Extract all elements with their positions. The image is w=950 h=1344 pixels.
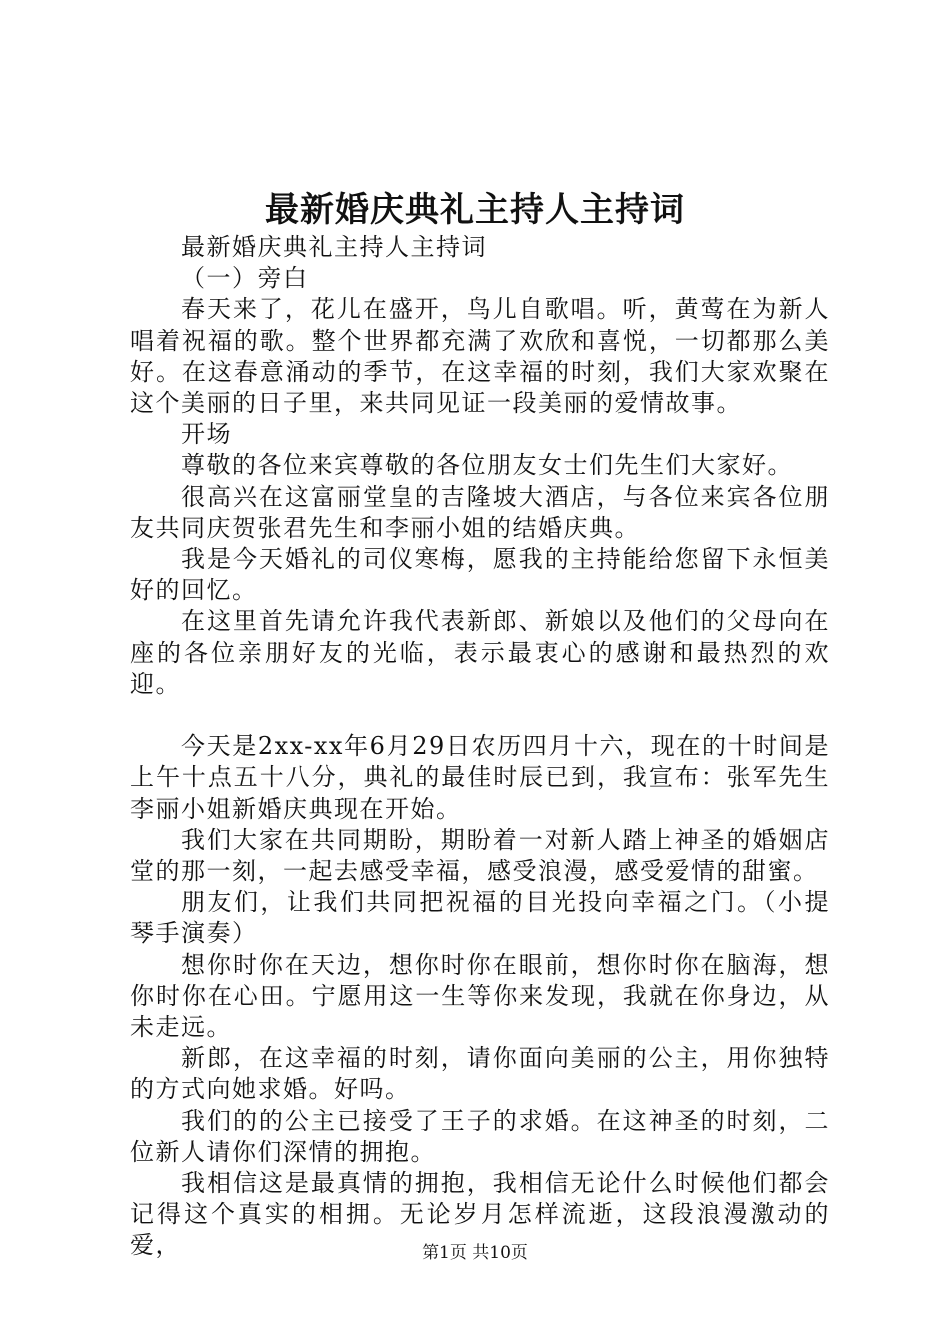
document-title: 最新婚庆典礼主持人主持词: [265, 190, 685, 230]
paragraph: 春天来了，花儿在盛开，鸟儿自歌唱。听，黄莺在为新人唱着祝福的歌。整个世界都充满了欢欣和喜悦，一切都那么美好。在这春意涌动的季节，在这幸福的时刻，我们大家欢聚在这个美丽的日子里，来共同见证一段美丽的爱情故事。: [130, 295, 830, 418]
paragraph: 今天是2xx-xx年6月29日农历四月十六，现在的十时间是上午十点五十八分，典礼的最佳时辰已到，我宣布：张军先生李丽小姐新婚庆典现在开始。: [130, 732, 830, 823]
paragraph: 我相信这是最真情的拥抱，我相信无论什么时候他们都会记得这个真实的相拥。无论岁月怎样流逝，这段浪漫激动的爱，: [130, 1169, 830, 1260]
paragraph: 朋友们，让我们共同把祝福的目光投向幸福之门。（小提琴手演奏）: [130, 888, 830, 948]
document-body: [130, 232, 830, 1262]
paragraph: 新郎，在这幸福的时刻，请你面向美丽的公主，用你独特的方式向她求婚。好吗。: [130, 1044, 830, 1104]
paragraph: 我们的的公主已接受了王子的求婚。在这神圣的时刻，二位新人请你们深情的拥抱。: [130, 1106, 830, 1166]
paragraph: 在这里首先请允许我代表新郎、新娘以及他们的父母向在座的各位亲朋好友的光临，表示最衷心的感谢和最热烈的欢迎。: [130, 607, 830, 698]
paragraph: 我们大家在共同期盼，期盼着一对新人踏上神圣的婚姻店堂的那一刻，一起去感受幸福，感受浪漫，感受爱情的甜蜜。: [130, 825, 830, 886]
paragraph: 我是今天婚礼的司仪寒梅，愿我的主持能给您留下永恒美好的回忆。: [130, 545, 830, 605]
paragraph-section-narration: （一）旁白: [181, 264, 309, 293]
page-number-footer: 第1页 共10页: [422, 1243, 528, 1263]
blank-line: [130, 700, 830, 731]
paragraph-subtitle: 最新婚庆典礼主持人主持词: [181, 233, 487, 261]
paragraph: 想你时你在天边，想你时你在眼前，想你时你在脑海，想你时你在心田。宁愿用这一生等你来发现，我就在你身边，从未走远。: [130, 950, 830, 1042]
paragraph: 很高兴在这富丽堂皇的吉隆坡大酒店，与各位来宾各位朋友共同庆贺张君先生和李丽小姐的结婚庆典。: [130, 482, 830, 542]
paragraph-section-opening: 开场: [181, 420, 232, 449]
paragraph: 尊敬的各位来宾尊敬的各位朋友女士们先生们大家好。: [181, 451, 793, 480]
